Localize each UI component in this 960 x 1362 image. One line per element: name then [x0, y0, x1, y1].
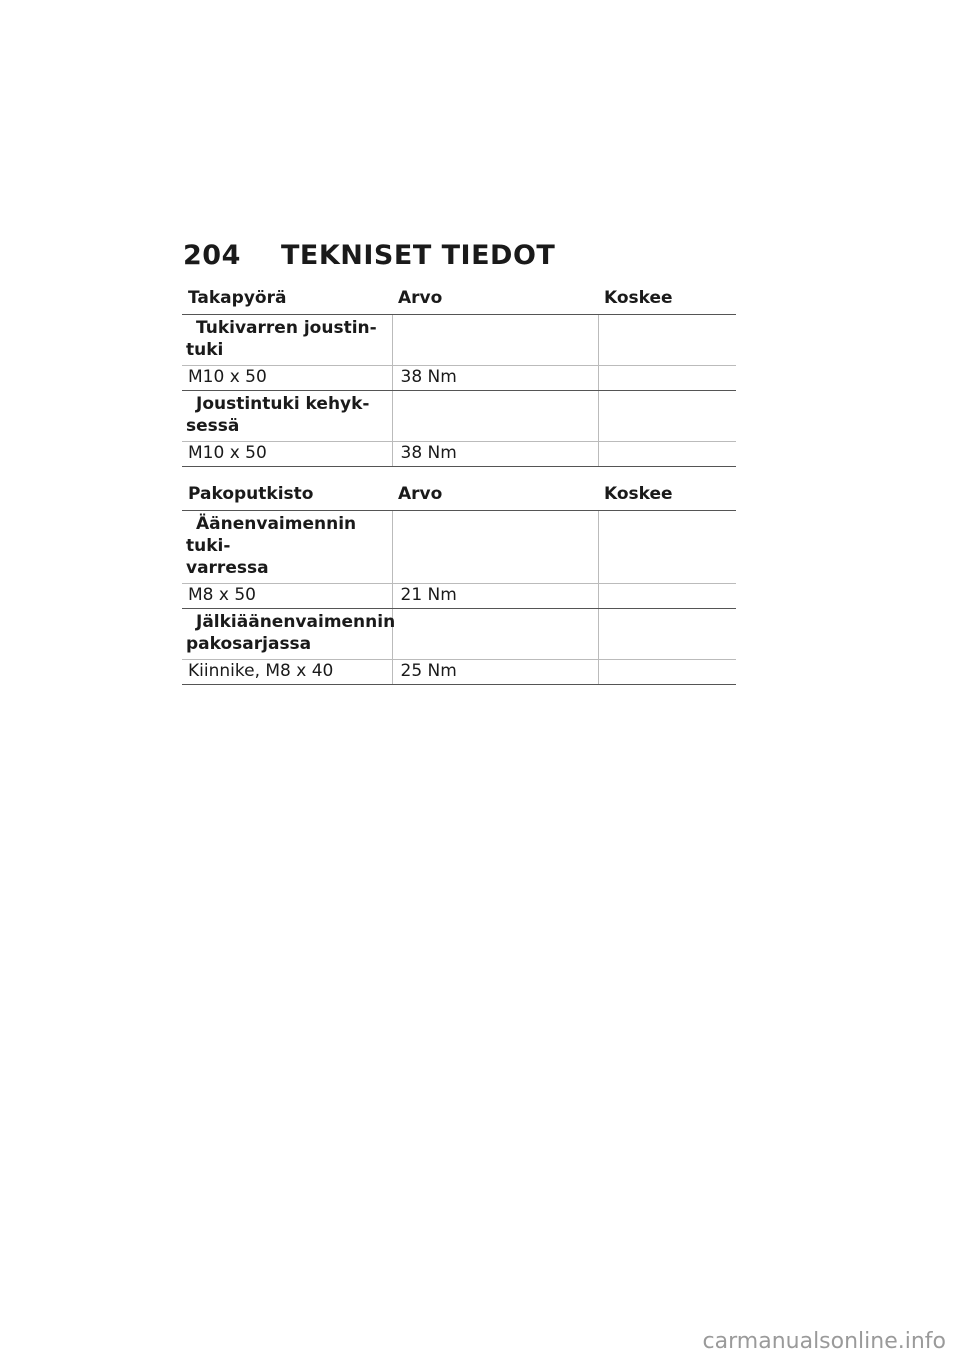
row-value: 25 Nm: [392, 660, 598, 685]
table-row: [182, 660, 736, 685]
column-header-component: Takapyörä: [182, 284, 392, 315]
row-value: [392, 511, 598, 584]
table-row: [182, 609, 736, 660]
column-header-value: Arvo: [392, 284, 598, 315]
row-applies: [598, 366, 736, 391]
table-row: [182, 584, 736, 609]
table-header-row: [182, 480, 736, 511]
row-applies: [598, 511, 736, 584]
row-applies: [598, 315, 736, 366]
row-applies: [598, 442, 736, 467]
row-value: 38 Nm: [392, 366, 598, 391]
torque-table-rear-wheel: [182, 284, 736, 467]
row-item: M10 x 50: [182, 366, 392, 391]
row-subheading: Äänenvaimennin tuki- varressa: [186, 514, 357, 578]
row-subheading: Jälkiäänenvaimennin pakosarjassa: [186, 612, 396, 654]
page-number: 204: [183, 240, 241, 271]
row-item: M8 x 50: [182, 584, 392, 609]
row-value: 38 Nm: [392, 442, 598, 467]
row-value: [392, 391, 598, 442]
row-applies: [598, 391, 736, 442]
table-row: [182, 442, 736, 467]
row-value: [392, 315, 598, 366]
torque-table-exhaust: [182, 480, 736, 685]
row-item: M10 x 50: [182, 442, 392, 467]
column-header-applies: Koskee: [598, 284, 736, 315]
table-header-row: [182, 284, 736, 315]
page-header: [183, 240, 555, 271]
row-applies: [598, 660, 736, 685]
column-header-value: Arvo: [392, 480, 598, 511]
row-value: 21 Nm: [392, 584, 598, 609]
chapter-title: TEKNISET TIEDOT: [281, 240, 556, 271]
row-applies: [598, 584, 736, 609]
table-row: [182, 511, 736, 584]
row-applies: [598, 609, 736, 660]
watermark: carmanualsonline.info: [702, 1329, 946, 1354]
table-row: [182, 315, 736, 366]
row-subheading: Joustintuki kehyk- sessä: [186, 394, 370, 436]
table-row: [182, 366, 736, 391]
table-row: [182, 391, 736, 442]
column-header-component: Pakoputkisto: [182, 480, 392, 511]
row-value: [392, 609, 598, 660]
row-subheading: Tukivarren joustin- tuki: [186, 318, 377, 360]
row-item: Kiinnike, M8 x 40: [182, 660, 392, 685]
column-header-applies: Koskee: [598, 480, 736, 511]
